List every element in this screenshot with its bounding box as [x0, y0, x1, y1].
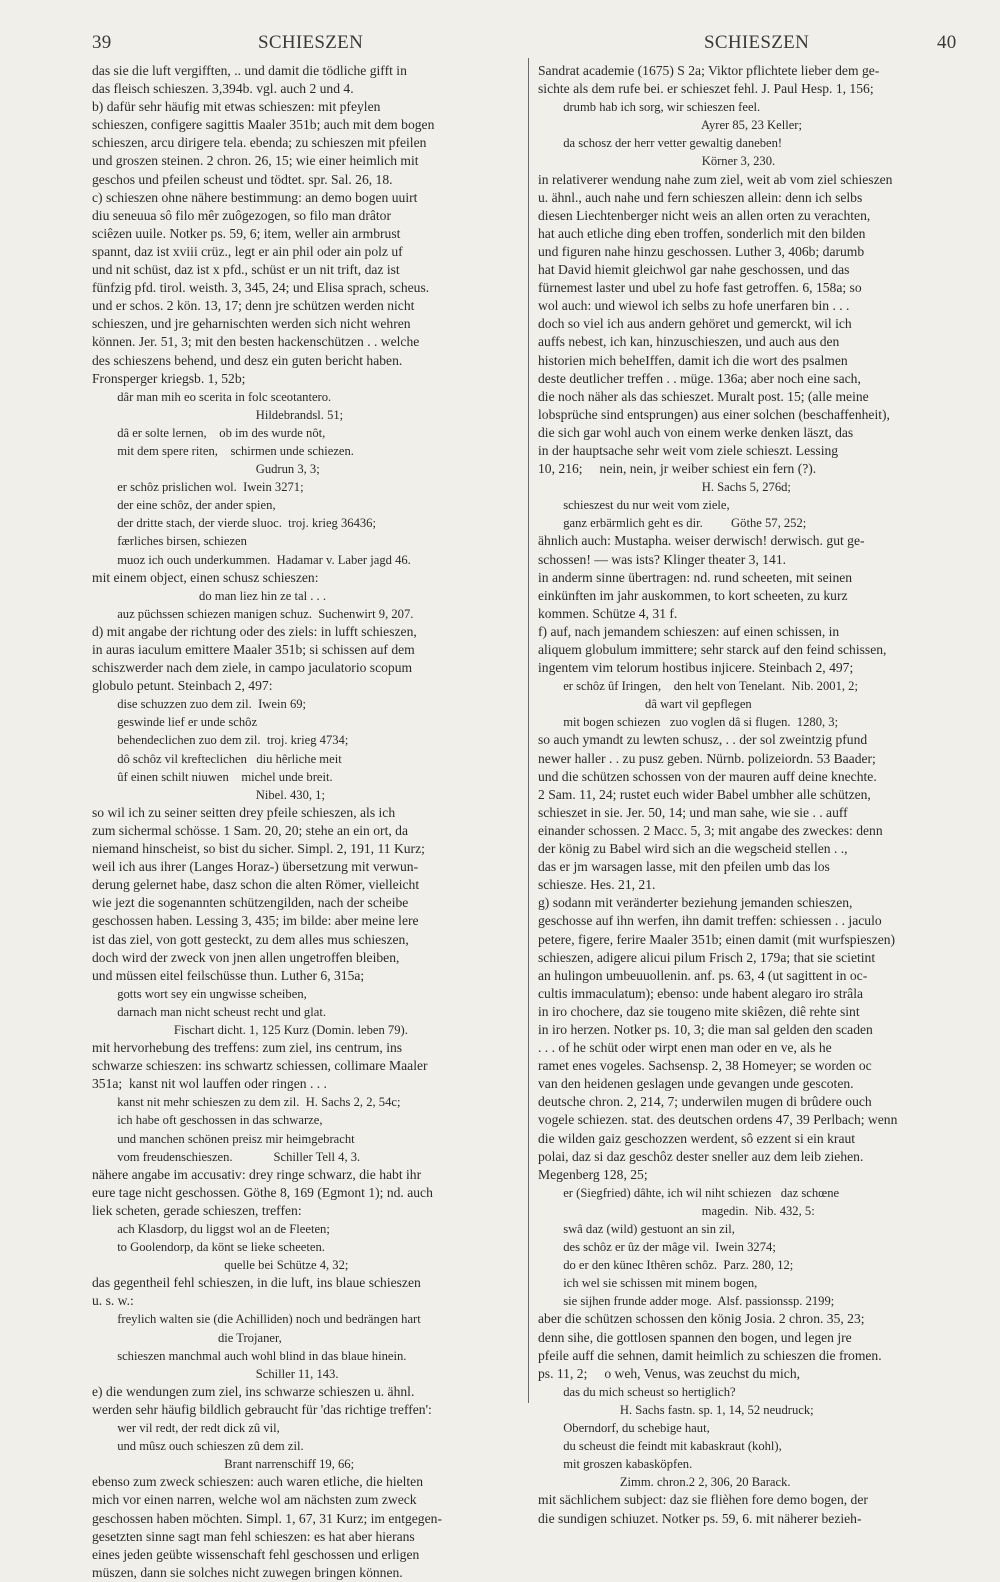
text-line: wer vil redt, der redt dick zû vil,: [92, 1421, 280, 1436]
right-page-number: 40: [937, 32, 957, 53]
text-line: denn sihe, die gottlosen spannen den bogen, und legen jre: [538, 1329, 852, 1345]
text-line: da schosz der herr vetter gewaltig daneben!: [538, 136, 783, 151]
text-line: pfeile auff die sehnen, damit heimlich zu schieszen die fromen.: [538, 1347, 882, 1363]
text-line: d) mit angabe der richtung oder des ziels: in lufft schieszen,: [92, 623, 417, 639]
text-line: eure tage nicht geschossen. Göthe 8, 169 (Egmont 1); nd. auch: [92, 1184, 433, 1200]
text-line: ganz erbärmlich geht es dir. Göthe 57, 252;: [538, 516, 807, 531]
text-line: fürnemest laster und ubel zu hofe fast getroffen. 6, 158a; so: [538, 280, 862, 296]
text-line: behendeclichen zuo dem zil. troj. krieg 4734;: [92, 733, 349, 748]
text-line: ingentem vim telorum hostibus injicere. Steinbach 2, 497;: [538, 660, 854, 676]
text-line: das sie die luft vergifften, .. und damit die tödliche gifft in: [92, 63, 407, 78]
text-line: die Trojaner,: [92, 1330, 282, 1345]
text-line: newer haller . . zu pusz geben. Nürnb. polizeiordn. 53 Baader;: [538, 750, 876, 766]
text-line: mit hervorhebung des treffens: zum ziel, ins centrum, ins: [92, 1040, 403, 1056]
text-line: H. Sachs fastn. sp. 1, 14, 52 neudruck;: [538, 1402, 814, 1417]
text-line: dâ wart vil gepflegen: [538, 697, 752, 712]
text-line: mit groszen kabasköpfen.: [538, 1457, 693, 1472]
text-line: u. s. w.:: [92, 1293, 134, 1309]
text-line: auffs nebest, ich kan, hinzuschieszen, und auch aus den: [538, 334, 840, 350]
text-line: schieszen, adigere alicui pilum Frisch 2, 179a; that sie scietint: [538, 949, 876, 965]
text-line: Megenberg 128, 25;: [538, 1166, 648, 1182]
text-line: deutsche chron. 2, 214, 7; underwilen mugen di brûdere ouch: [538, 1094, 872, 1110]
text-line: H. Sachs 5, 276d;: [538, 480, 791, 495]
text-line: so wil ich zu seiner seitten drey pfeile schieszen, als ich: [92, 804, 396, 820]
left-page-number: 39: [92, 32, 112, 53]
text-line: dô schôz vil krefteclichen diu hêrliche meit: [92, 751, 342, 766]
text-line: quelle bei Schütze 4, 32;: [92, 1258, 349, 1273]
text-line: diesen Liechtenberger nicht weis an allen orten zu verachten,: [538, 207, 871, 223]
text-line: e) die wendungen zum ziel, ins schwarze schieszen u. ähnl.: [92, 1383, 415, 1399]
text-line: und manchen schönen preisz mir heimgebracht: [92, 1131, 355, 1146]
text-line: darnach man nicht scheust recht und glat.: [92, 1004, 326, 1019]
text-line: mit einem object, einen schusz schieszen:: [92, 569, 319, 585]
text-line: schiszwerder nach dem ziele, in campo jaculatorio scopum: [92, 660, 413, 676]
text-line: vogele schiezen. stat. des deutschen ordens 47, 39 Perlbach; wenn: [538, 1112, 898, 1128]
text-line: in auras iaculum emittere Maaler 351b; si schissen auf dem: [92, 642, 415, 657]
text-line: Hildebrandsl. 51;: [92, 407, 344, 422]
text-line: ps. 11, 2; o weh, Venus, was zeuchst du mich,: [538, 1365, 801, 1381]
right-running-title: SCHIESZEN: [704, 32, 810, 53]
text-line: eines jeden geübte wissenschaft fehl geschossen und erligen: [92, 1546, 420, 1562]
text-line: weil ich aus ihrer (Langes Horaz-) übersetzung mit verwun-: [92, 859, 419, 875]
text-line: ûf einen schilt niuwen michel unde breit.: [92, 769, 333, 784]
text-line: doch wird der zweck von jnen allen ungetroffen bleiben,: [92, 949, 400, 965]
text-line: das du mich scheust so hertiglich?: [538, 1384, 736, 1399]
text-line: schieszen manchmal auch wohl blind in das blaue hinein.: [92, 1348, 407, 1363]
text-line: aber die schützen schossen den könig Josia. 2 chron. 35, 23;: [538, 1311, 865, 1327]
text-line: magedin. Nib. 432, 5:: [538, 1203, 815, 1218]
text-line: und groszen steinen. 2 chron. 26, 15; wie einer heimlich mit: [92, 153, 419, 169]
text-line: drumb hab ich sorg, wir schieszen feel.: [538, 100, 761, 115]
text-line: Ayrer 85, 23 Keller;: [538, 118, 802, 133]
text-line: kanst nit mehr schieszen zu dem zil. H. Sachs 2, 2, 54c;: [92, 1095, 401, 1110]
text-line: spannt, daz ist xviii crüz., legt er ain phil oder ain polz uf: [92, 243, 403, 259]
text-line: werden sehr häufig bildlich gebraucht für 'das richtige treffen':: [92, 1401, 432, 1417]
text-line: sciêzen uuile. Notker ps. 59, 6; item, weller ain armbrust: [92, 225, 401, 241]
text-line: das er jm warsagen lasse, mit den pfeilen umb das los: [538, 859, 830, 875]
text-line: müszen, dann sie solches nicht zuwegen bringen können.: [92, 1564, 403, 1580]
text-line: Körner 3, 230.: [538, 154, 776, 169]
text-line: er schôz ûf Iringen, den helt von Tenelant. Nib. 2001, 2;: [538, 679, 858, 694]
text-line: . . . of he schüt oder wirpt enen man oder en ve, als he: [538, 1040, 832, 1056]
text-line: vom freudenschieszen. Schiller Tell 4, 3.: [92, 1149, 361, 1164]
text-line: doch so viel ich aus andern gehöret und gemerckt, wil ich: [538, 316, 852, 332]
text-line: so auch ymandt zu lewten schusz, . . der sol zweintzig pfund: [538, 732, 868, 748]
text-line: geschosse auf ihn werfen, ihn damit treffen: schiessen . . jaculo: [538, 913, 882, 929]
text-line: schwarze schieszen: ins schwartz schiessen, collimare Maaler: [92, 1058, 428, 1074]
text-line: g) sodann mit veränderter beziehung jemanden schieszen,: [538, 895, 853, 911]
text-line: wie jezt die sogenannten schützengilden, nach der scheibe: [92, 895, 409, 911]
text-line: an hulingon umbeuuollenin. anf. ps. 63, 4 (ut sagittent in oc-: [538, 967, 868, 983]
text-line: mit dem spere riten, schirmen unde schiezen.: [92, 443, 354, 458]
text-line: und figuren nahe hinzu geschossen. Luther 3, 406b; darumb: [538, 243, 865, 259]
text-line: die sundigen schiuzet. Notker ps. 59, 6. mit näherer bezieh-: [538, 1510, 862, 1526]
text-line: Fischart dicht. 1, 125 Kurz (Domin. leben 79).: [92, 1022, 408, 1037]
text-line: das gegentheil fehl schieszen, in die luft, ins blaue schieszen: [92, 1275, 421, 1291]
text-line: diu seneuua sô filo mêr zuôgezogen, so filo man drâtor: [92, 207, 391, 223]
text-line: deste deutlicher treffen . . müge. 136a; aber noch eine sach,: [538, 370, 861, 386]
text-line: liek scheten, gerade schieszen, treffen:: [92, 1202, 302, 1218]
text-line: petere, figere, ferire Maaler 351b; einen damit (mit wurfspieszen): [538, 931, 896, 947]
text-line: van den heidenen geslagen unde gevangen unde gescoten.: [538, 1076, 854, 1092]
text-line: Brant narrenschiff 19, 66;: [92, 1457, 355, 1472]
text-line: dâr man mih eo scerita in folc sceotantero.: [92, 389, 332, 404]
text-line: ramet enes vogeles. Sachsensp. 2, 38 Homeyer; se worden oc: [538, 1058, 872, 1074]
text-line: er schôz prislichen wol. Iwein 3271;: [92, 480, 304, 495]
column-divider: [528, 58, 529, 1403]
text-line: polai, daz si daz geschôz dester sneller auz dem leib ziehen.: [538, 1148, 864, 1164]
text-line: der könig zu Babel wird sich an die wegscheid stellen . .,: [538, 841, 848, 857]
text-line: ach Klasdorp, du liggst wol an de Fleeten;: [92, 1222, 330, 1236]
text-line: Schiller 11, 143.: [92, 1366, 339, 1381]
text-line: ich habe oft geschossen in das schwarze,: [92, 1113, 323, 1128]
text-line: mit bogen schiezen zuo voglen dâ si flugen. 1280, 3;: [538, 715, 839, 730]
text-line: und nit schüst, daz ist x pfd., schüst er un nit trift, daz ist: [92, 262, 400, 278]
text-line: schieszen, configere sagittis Maaler 351b; auch mit dem bogen: [92, 117, 435, 133]
text-line: des schieszens behend, und desz ein guten bericht haben.: [92, 352, 403, 368]
text-line: zum sichermal schösse. 1 Sam. 20, 20; stehe an ein ort, da: [92, 822, 408, 838]
text-line: u. ähnl., auch nahe und fern schieszen allein: denn ich selbs: [538, 189, 863, 205]
text-line: gesetzten sinne sagt man fehl schieszen: es hat aber hierans: [92, 1528, 415, 1544]
text-line: geswinde lief er unde schôz: [92, 715, 258, 730]
text-line: 2 Sam. 11, 24; rustet euch wider Babel umbher alle schützen,: [538, 786, 871, 802]
text-line: do man liez hin ze tal . . .: [92, 588, 326, 603]
text-line: und müssen eitel feilschüsse thun. Luther 6, 315a;: [92, 967, 365, 983]
text-line: das fleisch schieszen. 3,394b. vgl. auch 2 und 4.: [92, 81, 354, 97]
text-line: schiesze. Hes. 21, 21.: [538, 877, 656, 893]
text-line: derung gelernet habe, dasz schon die alten Römer, vielleicht: [92, 877, 420, 893]
text-line: swâ daz (wild) gestuont an sin zil,: [538, 1222, 735, 1236]
text-line: er (Siegfried) dâhte, ich wil niht schiezen daz schœne: [538, 1185, 840, 1200]
text-line: ähnlich auch: Mustapha. weiser derwisch! derwisch. gut ge-: [538, 533, 865, 549]
text-line: hat David hiemit gleichwol gar nahe geschossen, und das: [538, 262, 850, 278]
left-column: [92, 62, 532, 1582]
text-line: ebenso zum zweck schieszen: auch waren etliche, die hielten: [92, 1474, 424, 1490]
text-line: do er den künec Ithêren schôz. Parz. 280, 12;: [538, 1258, 794, 1273]
text-line: geschos und pfeilen scheust und tödtet. spr. Sal. 26, 18.: [92, 171, 393, 187]
text-line: der dritte stach, der vierde sluoc. troj. krieg 36436;: [92, 516, 376, 531]
left-running-title: SCHIESZEN: [258, 32, 364, 53]
text-line: hat auch etliche ding eben troffen, sonderlich mit den bilden: [538, 225, 866, 241]
text-line: ist das ziel, von gott gesteckt, zu dem alles mus schieszen,: [92, 931, 409, 947]
text-line: freylich walten sie (die Achilliden) noch und bedrängen hart: [92, 1312, 421, 1327]
text-line: historien mich beheIffen, damit ich die wort des psalmen: [538, 352, 848, 368]
text-line: fünfzig pfd. tirol. weisth. 3, 345, 24; und Elisa sprach, scheus.: [92, 280, 430, 296]
text-line: dise schuzzen zuo dem zil. Iwein 69;: [92, 697, 307, 712]
text-line: können. Jer. 51, 3; mit den besten hackenschützen . . welche: [92, 334, 420, 350]
text-line: muoz ich ouch underkummen. Hadamar v. Laber jagd 46.: [92, 552, 411, 567]
text-line: 351a; kanst nit wol lauffen oder ringen . . .: [92, 1076, 327, 1092]
text-line: dâ er solte lernen, ob im des wurde nôt,: [92, 425, 326, 440]
text-line: lobsprüche sind entsprungen) aus einer solchen (beschaffenheit),: [538, 406, 890, 422]
text-line: aliquem globulum immittere; sehr starck auf den feind schissen,: [538, 642, 887, 657]
text-line: einkünften im jahr auskommen, to kort scheeten, zu kurz: [538, 587, 848, 603]
text-line: Nibel. 430, 1;: [92, 787, 325, 802]
text-line: niemand hinscheist, so bist du sicher. Simpl. 2, 191, 11 Kurz;: [92, 841, 425, 857]
text-line: schieszest du nur weit vom ziele,: [538, 498, 730, 513]
text-line: und mûsz ouch schieszen zû dem zil.: [92, 1439, 304, 1454]
text-line: globulo petunt. Steinbach 2, 497:: [92, 678, 273, 694]
text-line: schieszen, und jre geharnischten werden sich nicht wehren: [92, 316, 411, 332]
text-line: in der hauptsache sehr weit vom ziele schieszt. Lessing: [538, 442, 839, 458]
text-line: Sandrat academie (1675) S 2a; Viktor pflichtete lieber dem ge-: [538, 63, 880, 78]
text-line: sichte als dem rufe bei. er schieszet fehl. J. Paul Hesp. 1, 156;: [538, 81, 874, 97]
text-line: die sich gar wohl auch von einem werke denken läszt, das: [538, 424, 854, 440]
text-line: Fronsperger kriegsb. 1, 52b;: [92, 370, 246, 386]
text-line: du scheust die feindt mit kabaskraut (kohl),: [538, 1439, 782, 1454]
text-line: in relativerer wendung nahe zum ziel, weit ab vom ziel schieszen: [538, 171, 893, 187]
text-line: in iro chochere, daz sie tougeno mite skiêzen, diê rehte sint: [538, 1003, 860, 1019]
right-column: [538, 62, 978, 1528]
text-line: der eine schôz, der ander spien,: [92, 498, 276, 513]
text-line: einander schossen. 2 Macc. 5, 3; mit angabe des zweckes: denn: [538, 822, 883, 838]
text-line: b) dafür sehr häufig mit etwas schieszen: mit pfeylen: [92, 99, 381, 115]
text-line: færliches birsen, schiezen: [92, 534, 247, 549]
text-line: und die schützen schossen von der mauren auff deine knechte.: [538, 768, 877, 784]
text-line: schieszen, arcu dirigere tela. ebenda; zu schieszen mit pfeilen: [92, 135, 427, 151]
text-line: Zimm. chron.2 2, 306, 20 Barack.: [538, 1475, 791, 1490]
text-line: geschossen haben möchten. Simpl. 1, 67, 31 Kurz; im entgegen-: [92, 1510, 442, 1526]
text-line: auz püchssen schiezen manigen schuz. Suchenwirt 9, 207.: [92, 606, 414, 621]
text-line: cultis immaculatum); ebenso: unde habent alegaro iro strâla: [538, 985, 864, 1001]
text-line: f) auf, nach jemandem schieszen: auf einen schissen, in: [538, 623, 840, 639]
text-line: ich wel sie schissen mit minem bogen,: [538, 1276, 758, 1291]
text-line: to Goolendorp, da könt se lieke scheeten.: [92, 1240, 325, 1255]
text-line: und er schos. 2 kön. 13, 17; denn jre schützen werden nicht: [92, 298, 415, 314]
text-line: nähere angabe im accusativ: drey ringe schwarz, die habt ihr: [92, 1166, 422, 1182]
text-line: 10, 216; nein, nein, jr weiber schiest ein fern (?).: [538, 461, 817, 477]
text-line: die wilden gaiz geschozzen werdent, sô ezzent si ein kraut: [538, 1130, 856, 1146]
text-line: sie sijhen frunde adder moge. Alsf. passionssp. 2199;: [538, 1294, 835, 1309]
text-line: die noch näher als das schieszet. Muralt post. 15; (alle meine: [538, 388, 869, 404]
text-line: wol auch: und wiewol ich selbs zu hofe unerfaren bin . . .: [538, 298, 850, 314]
text-line: kommen. Schütze 4, 31 f.: [538, 605, 678, 621]
text-line: Oberndorf, du schebige haut,: [538, 1421, 710, 1436]
text-line: c) schieszen ohne nähere bestimmung: an demo bogen uuirt: [92, 189, 418, 205]
text-line: des schôz er ûz der mâge vil. Iwein 3274;: [538, 1240, 776, 1255]
text-line: geschossen haben. Lessing 3, 435; im bilde: aber meine lere: [92, 913, 419, 929]
text-line: Gudrun 3, 3;: [92, 462, 320, 477]
text-line: in anderm sinne übertragen: nd. rund scheeten, mit seinen: [538, 569, 853, 585]
text-line: schieszet in sie. Jer. 50, 14; und man sahe, wie sie . . auff: [538, 804, 848, 820]
text-line: mich vor einen narren, welche wol am nächsten zum zweck: [92, 1492, 417, 1508]
text-line: in iro herzen. Notker ps. 10, 3; die man sal gelden den scaden: [538, 1021, 873, 1037]
text-line: schossen! — was ists? Klinger theater 3, 141.: [538, 551, 787, 567]
text-line: gotts wort sey ein ungwisse scheiben,: [92, 986, 307, 1001]
text-line: mit sächlichem subject: daz sie flièhen fore demo bogen, der: [538, 1492, 868, 1508]
